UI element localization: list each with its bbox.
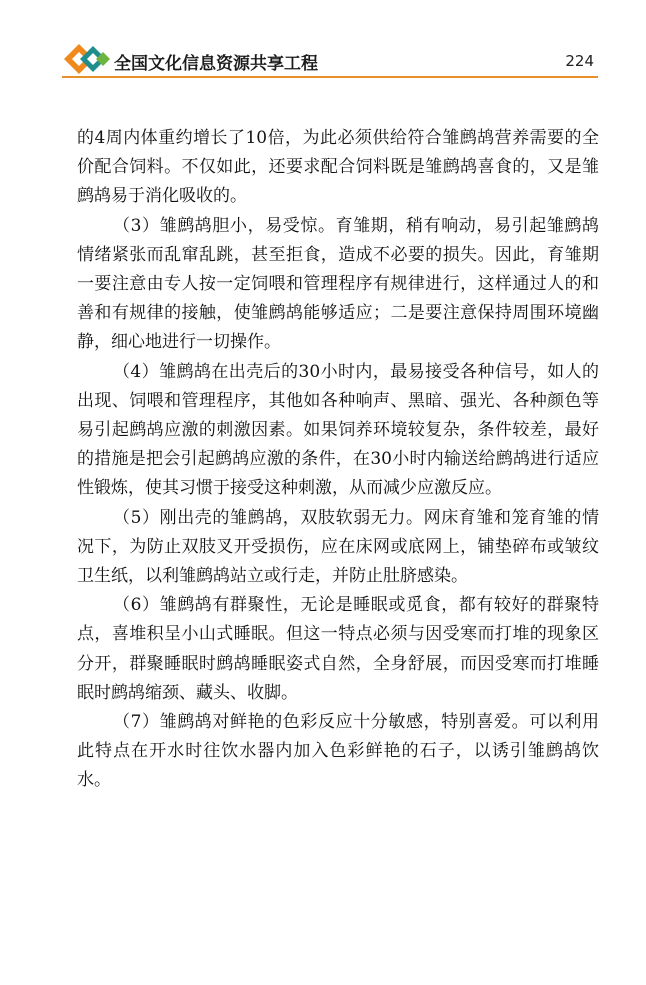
paragraph-item-3: （3）雏鹧鸪胆小，易受惊。育雏期，稍有响动，易引起雏鹧鸪情绪紧张而乱窜乱跳，甚至拒食，造成不必要的损失。因此，育雏期一要注意由专人按一定饲喂和管理程序有规律进行，这样通过人的和善和有规律的接触，使雏鹧鸪能够适应；二是要注意保持周围环境幽静，细心地进行一切操作。 <box>77 215 599 353</box>
header-title: 全国文化信息资源共享工程 <box>114 54 318 74</box>
header-divider <box>62 76 598 78</box>
paragraph-item-6: （6）雏鹧鸪有群聚性，无论是睡眠或觅食，都有较好的群聚特点，喜堆积呈小山式睡眠。但这一特点必须与因受寒而打堆的现象区分开，群聚睡眠时鹧鸪睡眠姿式自然，全身舒展，而因受寒而打堆睡眠时鹧鸪缩颈、藏头、收脚。 <box>77 595 599 703</box>
body-text <box>77 124 599 796</box>
paragraph-item-4: （4）雏鹧鸪在出壳后的30小时内，最易接受各种信号，如人的出现、饲喂和管理程序，其他如各种响声、黑暗、强光、各种颜色等易引起鹧鸪应激的刺激因素。如果饲养环境较复杂，条件较差，最好的措施是把会引起鹧鸪应激的条件，在30小时内输送给鹧鸪进行适应性锻炼，使其习惯于接受这种刺激，从而减少应激反应。 <box>77 361 599 499</box>
page-header <box>62 38 598 78</box>
paragraph-item-5: （5）刚出壳的雏鹧鸪，双肢软弱无力。网床育雏和笼育雏的情况下，为防止双肢叉开受损伤，应在床网或底网上，铺垫碎布或皱纹卫生纸，以利雏鹧鸪站立或行走，并防止肚脐感染。 <box>77 507 599 587</box>
page-number: 224 <box>565 52 594 70</box>
paragraph-item-7: （7）雏鹧鸪对鲜艳的色彩反应十分敏感，特别喜爱。可以利用此特点在开水时往饮水器内加入色彩鲜艳的石子，以诱引雏鹧鸪饮水。 <box>77 712 599 791</box>
logo-icon <box>62 42 112 76</box>
paragraph-continuation: 的4周内体重约增长了10倍，为此必须供给符合雏鹧鸪营养需要的全价配合饲料。不仅如此，还要求配合饲料既是雏鹧鸪喜食的，又是雏鹧鸪易于消化吸收的。 <box>77 128 599 207</box>
